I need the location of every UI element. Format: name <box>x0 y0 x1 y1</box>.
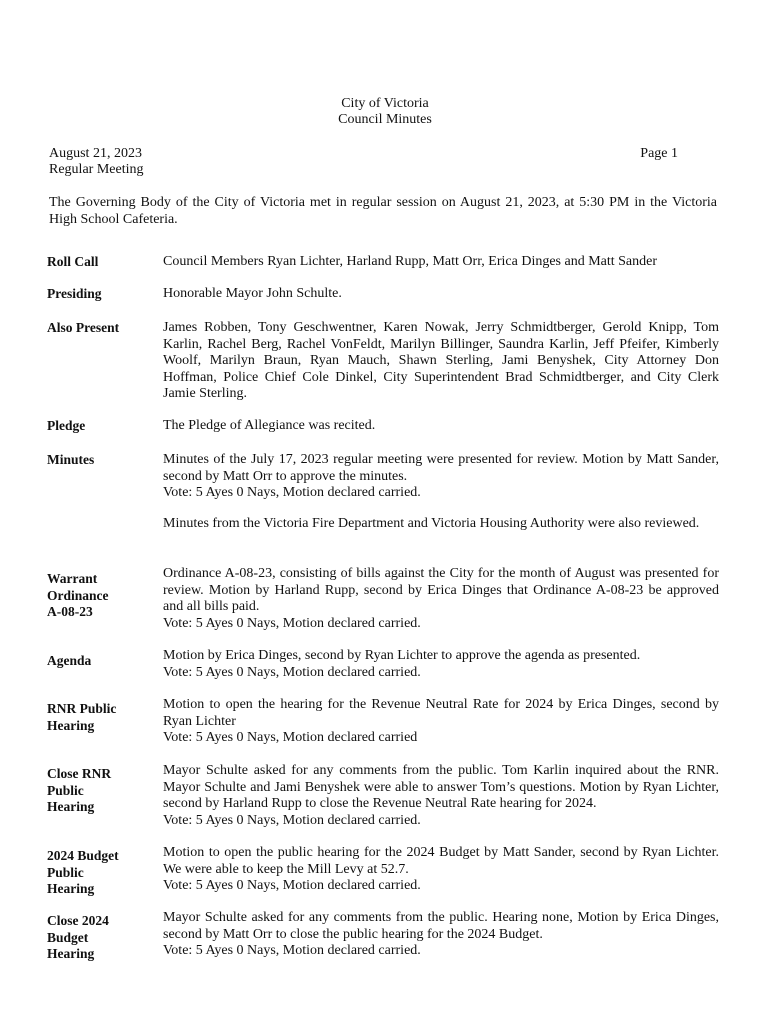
vote-result: Vote: 5 Ayes 0 Nays, Motion declared carried. <box>163 943 421 958</box>
vote-result: Vote: 5 Ayes 0 Nays, Motion declared carried. <box>163 878 421 893</box>
section-label: Presiding <box>47 286 102 301</box>
label-line: Hearing <box>47 717 95 733</box>
section-body <box>163 910 719 960</box>
meeting-type: Regular Meeting <box>49 162 144 177</box>
label-line: Public <box>47 782 84 798</box>
section-label: Pledge <box>47 418 86 433</box>
section-label <box>47 913 157 963</box>
section-label <box>47 571 157 621</box>
label-line: Budget <box>47 929 89 945</box>
meeting-meta <box>49 146 143 178</box>
section-label <box>47 766 157 816</box>
vote-result: Vote: 5 Ayes 0 Nays, Motion declared carried <box>163 730 418 745</box>
document-title-block <box>0 96 770 128</box>
section-extra-text: Minutes from the Victoria Fire Department and Victoria Housing Authority were also reviewed. <box>163 515 700 531</box>
section-body <box>163 845 719 895</box>
section-text: Motion by Erica Dinges, second by Ryan Lichter to approve the agenda as presented. <box>163 648 641 663</box>
label-line: Hearing <box>47 881 95 896</box>
section-text: The Pledge of Allegiance was recited. <box>163 418 376 433</box>
label-line: 2024 Budget <box>47 848 119 863</box>
section-text: Motion to open the public hearing for the 2024 Budget by Matt Sander, second by Ryan Lichter. We were able to keep the Mill Levy at 52.7. <box>163 845 719 877</box>
section-label: Agenda <box>47 653 92 668</box>
label-line: Close RNR <box>47 766 112 781</box>
label-line: Hearing <box>47 799 95 814</box>
section-label: Minutes <box>47 452 95 467</box>
section-text: Ordinance A-08-23, consisting of bills against the City for the month of August was presented for review. Motion by Harland Rupp, second by Erica Dinges that Ordinance A-08-23 be approved and all bills paid. <box>163 566 719 614</box>
label-line: Public <box>47 864 84 880</box>
section-body <box>163 763 719 829</box>
vote-result: Vote: 5 Ayes 0 Nays, Motion declared carried. <box>163 485 421 500</box>
section-text: Mayor Schulte asked for any comments from the public. Tom Karlin inquired about the RNR. Mayor Schulte and Jami Benyshek were able to answer Tom’s questions. Motion by Ryan Lichter, second by Harland Rupp to close the Revenue Neutral Rate hearing for 2024. <box>163 763 719 811</box>
label-line: Ordinance <box>47 587 109 603</box>
meeting-date: August 21, 2023 <box>49 146 142 161</box>
section-body <box>163 452 719 532</box>
section-text: Council Members Ryan Lichter, Harland Rupp, Matt Orr, Erica Dinges and Matt Sander <box>163 254 658 269</box>
vote-result: Vote: 5 Ayes 0 Nays, Motion declared carried. <box>163 615 421 631</box>
section-text: Mayor Schulte asked for any comments from the public. Hearing none, Motion by Erica Dinges, second by Matt Orr to close the public hearing for the 2024 Budget. <box>163 910 719 942</box>
label-line: A-08-23 <box>47 604 93 619</box>
section-body <box>163 566 719 632</box>
section-text: James Robben, Tony Geschwentner, Karen Nowak, Jerry Schmidtberger, Gerold Knipp, Tom Karlin, Rachel Berg, Rachel VonFeldt, Marilyn Billinger, Saundra Karlin, Jeff Pfeifer, Kimberly Woolf, Marilyn Braun, Ryan Mauch, Shawn Sterling, Jami Benyshek, City Attorney Don Hoffman, Police Chief Cole Dinkel, City Superintendent Brad Schmidtberger, and City Clerk Jamie Sterling. <box>163 320 719 401</box>
label-line: Warrant <box>47 571 98 586</box>
section-label: Roll Call <box>47 254 99 269</box>
label-line: RNR Public <box>47 701 117 716</box>
section-text: Motion to open the hearing for the Revenue Neutral Rate for 2024 by Erica Dinges, second by Ryan Lichter <box>163 697 719 729</box>
label-line: Close 2024 <box>47 913 109 928</box>
section-text: Honorable Mayor John Schulte. <box>163 286 342 301</box>
label-line: Hearing <box>47 946 95 961</box>
document-title: Council Minutes <box>338 112 432 127</box>
section-label <box>47 848 157 898</box>
city-name: City of Victoria <box>341 96 429 111</box>
vote-result: Vote: 5 Ayes 0 Nays, Motion declared carried. <box>163 664 421 680</box>
intro-paragraph: The Governing Body of the City of Victoria met in regular session on August 21, 2023, at 5:30 PM in the Victoria High School Cafeteria. <box>49 195 717 227</box>
section-body <box>163 648 719 681</box>
page-number: Page 1 <box>640 146 678 161</box>
section-label: Also Present <box>47 320 120 335</box>
section-label <box>47 701 157 734</box>
section-body <box>163 697 719 747</box>
vote-result: Vote: 5 Ayes 0 Nays, Motion declared carried. <box>163 812 421 828</box>
section-text: Minutes of the July 17, 2023 regular meeting were presented for review. Motion by Matt Sander, second by Matt Orr to approve the minutes. <box>163 452 719 484</box>
